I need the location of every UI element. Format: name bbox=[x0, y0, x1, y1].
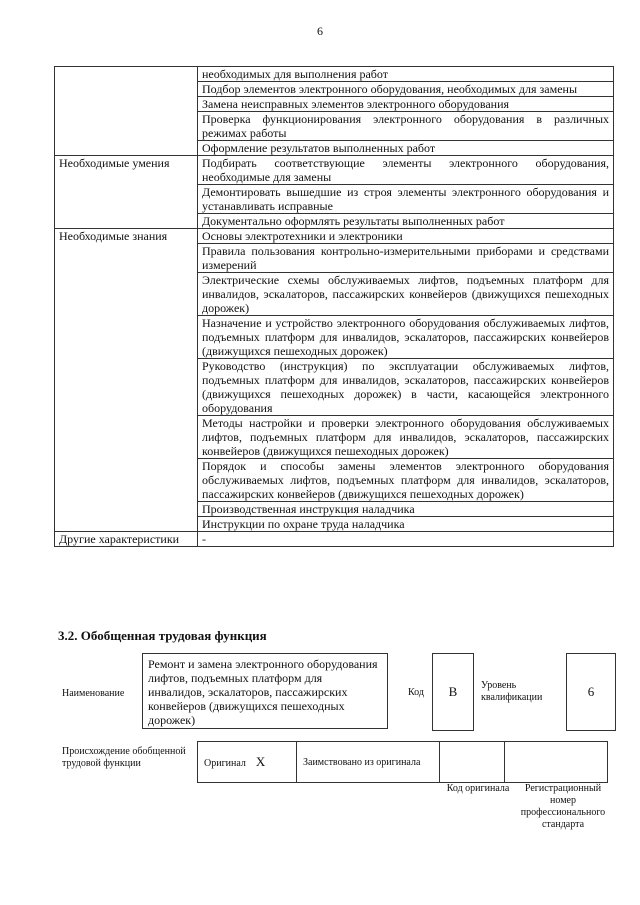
qualification-level-label: Уровень квалификации bbox=[481, 680, 543, 703]
row-label: Необходимые умения bbox=[55, 156, 198, 229]
borrowed-label: Заимствовано из оригинала bbox=[303, 756, 421, 768]
row-label: Необходимые знания bbox=[55, 229, 198, 532]
name-label: Наименование bbox=[62, 688, 125, 699]
row-item: Оформление результатов выполненных работ bbox=[198, 141, 614, 156]
name-value-box: Ремонт и замена электронного оборудования лифтов, подъемных платформ для инвалидов, эскалаторов, пассажирских конвейеров (движущихся пешеходных дорожек) bbox=[142, 653, 388, 729]
code-label: Код bbox=[408, 687, 424, 698]
row-item: Руководство (инструкция) по эксплуатации обслуживаемых лифтов, подъемных платформ для инвалидов, эскалаторов, пассажирских конвейеров (движущихся пешеходных дорожек) в части, касающейся электронного оборудования bbox=[198, 359, 614, 416]
origin-label: Происхождение обобщенной трудовой функции bbox=[62, 746, 186, 769]
row-item: Подбор элементов электронного оборудования, необходимых для замены bbox=[198, 82, 614, 97]
row-item: Инструкции по охране труда наладчика bbox=[198, 517, 614, 532]
row-label bbox=[55, 67, 198, 156]
row-item: Основы электротехники и электроники bbox=[198, 229, 614, 244]
code-value-box: B bbox=[432, 653, 474, 731]
registration-number-cell bbox=[505, 742, 608, 783]
row-item: Порядок и способы замены элементов электронного оборудования обслуживаемых лифтов, подъемных платформ для инвалидов, эскалаторов, пассажирских конвейеров (движущихся пешеходных дорожек) bbox=[198, 459, 614, 502]
table-row bbox=[55, 532, 614, 547]
row-item: Назначение и устройство электронного оборудования обслуживаемых лифтов, подъемных платформ для инвалидов, эскалаторов, пассажирских конвейеров (движущихся пешеходных дорожек) bbox=[198, 316, 614, 359]
original-cell bbox=[198, 742, 297, 783]
row-item: - bbox=[198, 532, 614, 547]
row-label: Другие характеристики bbox=[55, 532, 198, 547]
row-item: необходимых для выполнения работ bbox=[198, 67, 614, 82]
original-code-caption: Код оригинала bbox=[446, 783, 510, 794]
row-item: Проверка функционирования электронного оборудования в различных режимах работы bbox=[198, 112, 614, 141]
origin-table bbox=[197, 741, 608, 783]
row-item: Демонтировать вышедшие из строя элементы электронного оборудования и устанавливать исправные bbox=[198, 185, 614, 214]
row-item: Подбирать соответствующие элементы электронного оборудования, необходимые для замены bbox=[198, 156, 614, 185]
row-item: Документально оформлять результаты выполненных работ bbox=[198, 214, 614, 229]
table-row bbox=[55, 67, 614, 82]
original-code-cell bbox=[440, 742, 505, 783]
section-title: 3.2. Обобщенная трудовая функция bbox=[58, 628, 267, 643]
row-item: Производственная инструкция наладчика bbox=[198, 502, 614, 517]
original-label: Оригинал bbox=[204, 758, 246, 769]
row-item: Замена неисправных элементов электронного оборудования bbox=[198, 97, 614, 112]
original-mark: X bbox=[255, 754, 266, 769]
row-item: Методы настройки и проверки электронного оборудования обслуживаемых лифтов, подъемных платформ для инвалидов, эскалаторов, пассажирских конвейеров (движущихся пешеходных дорожек) bbox=[198, 416, 614, 459]
borrowed-cell bbox=[297, 742, 440, 783]
labor-function-table bbox=[54, 66, 614, 547]
registration-number-caption: Регистрационный номер профессионального стандарта bbox=[520, 783, 606, 830]
table-row bbox=[55, 229, 614, 244]
row-item: Электрические схемы обслуживаемых лифтов, подъемных платформ для инвалидов, эскалаторов, пассажирских конвейеров (движущихся пешеходных дорожек) bbox=[198, 273, 614, 316]
row-item: Правила пользования контрольно-измерительными приборами и средствами измерений bbox=[198, 244, 614, 273]
qualification-level-box: 6 bbox=[566, 653, 616, 731]
page-number: 6 bbox=[317, 24, 323, 38]
table-row bbox=[55, 156, 614, 185]
